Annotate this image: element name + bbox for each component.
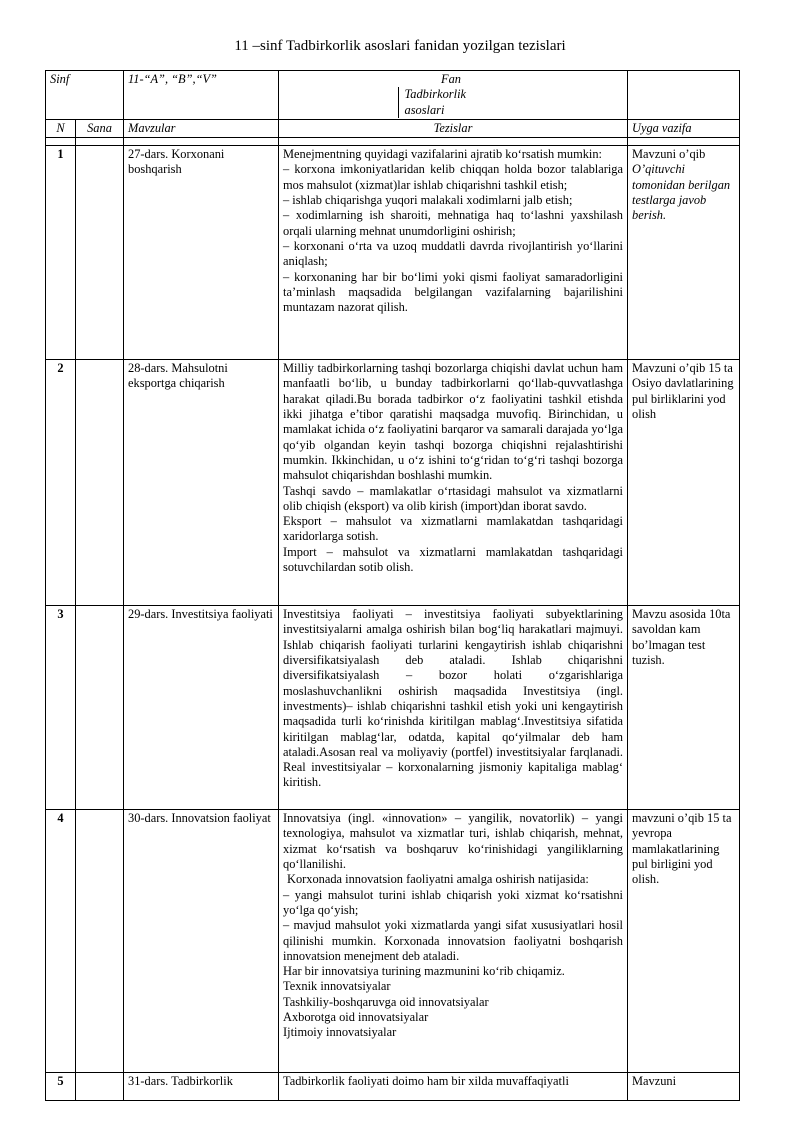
thesis-line: Tadbirkorlik faoliyati doimo ham bir xilda muvaffaqiyatli [283, 1074, 569, 1089]
thesis-line: – korxonani o‘rta va uzoq muddatli davrda rivojlantirish yo‘llarini aniqlash; [283, 238, 623, 269]
thesis-line: Investitsiya faoliyati – investitsiya faoliyati subyektlarining investitsiyalarni amalga oshirish bilan bog‘liq harakatlari majmuyi. Ishlab chiqarish faoliyati turlarini kengaytirish ishlab chiqarishni diversifikatsiyalash deb ataladi. Ishlab chiqarishni diversifikatsiyalash – bozor holati o‘zgarishlariga moslashuvchanlikni oshirish maqsadida Investitsiya (ingl. investments)– ishlab chiqarishni tashkil etish yoki uni kengaytirish maqsadida turli ko‘rinishda kiritilgan mablag‘.Investitsiya sifatida kiritilgan mablag‘lar, odatda, kapital qo‘yilmalar deb ham ataladi.Asosan real va moliyaviy (portfel) investitsiyalar farqlanadi. Real investitsiyalar – korxonalarning jismoniy kapitaliga mablag‘ kiritish. [283, 607, 623, 790]
thesis-line: Ijtimoiy innovatsiyalar [283, 1025, 397, 1040]
header-row-class [46, 71, 740, 120]
spacer-cell [124, 138, 279, 146]
col-mavzular: Mavzular [124, 119, 279, 137]
row-number: 1 [46, 146, 76, 360]
row-theses [279, 1073, 628, 1101]
row-homework [628, 810, 740, 1073]
row-homework [628, 606, 740, 810]
table-row [46, 360, 740, 606]
row-homework [628, 146, 740, 360]
thesis-line: Import – mahsulot va xizmatlarni mamlakatdan tashqaridagi sotuvchilardan sotib olish. [283, 544, 623, 575]
fan-value-tail [628, 71, 740, 120]
col-tezislar: Tezislar [279, 119, 628, 137]
homework-line: mavzuni o’qib 15 ta yevropa mamlakatlarining pul birligini yod olish. [632, 811, 732, 887]
row-topic: 28-dars. Mahsulotni eksportga chiqarish [124, 360, 279, 606]
spacer-cell [279, 138, 628, 146]
spacer-cell [76, 138, 124, 146]
thesis-line: Eksport – mahsulot va xizmatlarni mamlakatdan tashqaridagi xaridorlarga sotish. [283, 514, 623, 544]
thesis-line: – ishlab chiqarishga yuqori malakali xodimlarni jalb etish; [283, 193, 573, 208]
thesis-line: Axborotga oid innovatsiyalar [283, 1010, 429, 1025]
document-title: 11 –sinf Tadbirkorlik asoslari fanidan yozilgan tezislari [234, 38, 566, 54]
col-uyga-vazifa: Uyga vazifa [628, 119, 740, 137]
thesis-line: Menejmentning quyidagi vazifalarini ajratib ko‘rsatish mumkin: [283, 147, 602, 162]
homework-line: O’qituvchi tomonidan berilgan testlarga javob berish. [632, 162, 731, 223]
table-row [46, 606, 740, 810]
row-number: 4 [46, 810, 76, 1073]
spacer-cell [46, 138, 76, 146]
thesis-line: Tashqi savdo – mamlakatlar o‘rtasidagi mahsulot va xizmatlarni olib chiqish (eksport) va olib kirish (import)dan iborat savdo. [283, 483, 623, 513]
row-number: 3 [46, 606, 76, 810]
thesis-line: Har bir innovatsiya turining mazmunini ko‘rib chiqamiz. [283, 964, 565, 979]
thesis-table [45, 70, 740, 1101]
homework-line: Mavzuni [632, 1074, 677, 1089]
fan-label [279, 71, 628, 120]
thesis-line: – yangi mahsulot turini ishlab chiqarish yoki xizmat ko‘rsatishni yo‘lga qo‘yish; [283, 887, 623, 917]
row-number: 5 [46, 1073, 76, 1101]
row-topic: 27-dars. Korxonani boshqarish [124, 146, 279, 360]
header-row-columns [46, 119, 740, 137]
table-row [46, 146, 740, 360]
homework-line: Mavzuni o’qib [632, 147, 706, 162]
thesis-line: Texnik innovatsiyalar [283, 979, 391, 994]
sinf-value: 11-“A”, “B”,“V” [124, 71, 279, 120]
thesis-line: Milliy tadbirkorlarning tashqi bozorlarga chiqishi davlat uchun ham manfaatli bo‘lib, u bunday tadbirkorlarni qo‘llab-quvvatlashga harakat qiladi.Bu borada tadbirkor o‘z faoliyatini tashkil etishda ikki jihatga e’tibor qaratishi maqsadga muvofiq. Birinchidan, u mamlakat ichida o‘z faoliyatini barqaror va samarali darajada yo‘lga qo‘yib olgandan keyin tashqi bozorga chiqishni rejalashtirishi mumkin. Ikkinchidan, u o‘z ishini to‘g‘ridan to‘g‘ri tashqi bozorga mahsulot chiqarishdan boshlashi mumkin. [283, 361, 623, 483]
table-row [46, 1073, 740, 1101]
row-topic: 30-dars. Innovatsion faoliyat [124, 810, 279, 1073]
row-date [76, 146, 124, 360]
fan-label-text: Fan [441, 72, 461, 86]
row-theses [279, 810, 628, 1073]
sinf-label: Sinf [46, 71, 124, 120]
thesis-line: Tashkiliy-boshqaruvga oid innovatsiyalar [283, 994, 489, 1009]
row-date [76, 360, 124, 606]
homework-line: Mavzuni o’qib 15 ta Osiyo davlatlarining pul birliklarini yod olish [632, 361, 734, 422]
row-topic: 29-dars. Investitsiya faoliyati [124, 606, 279, 810]
row-homework [628, 360, 740, 606]
thesis-line: Innovatsiya (ingl. «innovation» – yangilik, novatorlik) – yangi texnologiya, mahsulot va xizmatlar turi, ishlab chiqarish, mehnat, xizmat ko‘rsatish va boshqaruv ko‘rinishidagi yangiliklarning qo‘llanilishi. [283, 811, 623, 872]
thesis-line: Korxonada innovatsion faoliyatni amalga oshirish natijasida: [287, 872, 589, 887]
spacer-cell [628, 138, 740, 146]
table-row [46, 810, 740, 1073]
thesis-line: – korxona imkoniyatlaridan kelib chiqqan holda bozor talablariga mos mahsulot (xizmat)lar ishlab chiqarishni tashkil etish; [283, 162, 623, 192]
row-topic: 31-dars. Tadbirkorlik [124, 1073, 279, 1101]
row-number: 2 [46, 360, 76, 606]
row-date [76, 606, 124, 810]
homework-line: Mavzu asosida 10ta savoldan kam bo’lmagan test tuzish. [632, 607, 731, 668]
row-theses [279, 360, 628, 606]
row-theses [279, 606, 628, 810]
fan-value: Tadbirkorlik asoslari [398, 87, 505, 118]
row-date [76, 810, 124, 1073]
col-sana: Sana [76, 119, 124, 137]
row-date [76, 1073, 124, 1101]
col-n: N [46, 119, 76, 137]
thesis-line: – korxonaning har bir bo‘limi yoki qismi faoliyat samaradorligini ta’minlash maqsadida belgilangan vazifalarning bajarilishini muntazam nazorat qilish. [283, 269, 623, 315]
thesis-line: – xodimlarning ish sharoiti, mehnatiga haq to‘lashni yaxshilash orqali ularning mehnat unumdorligini oshirish; [283, 208, 623, 238]
row-homework [628, 1073, 740, 1101]
spacer-row [46, 138, 740, 146]
thesis-line: – mavjud mahsulot yoki xizmatlarda yangi sifat xususiyatlari hosil qilinishi mumkin. Korxonada innovatsion faoliyatni boshqarish innovatsion menejment deb ataladi. [283, 918, 623, 963]
row-theses [279, 146, 628, 360]
